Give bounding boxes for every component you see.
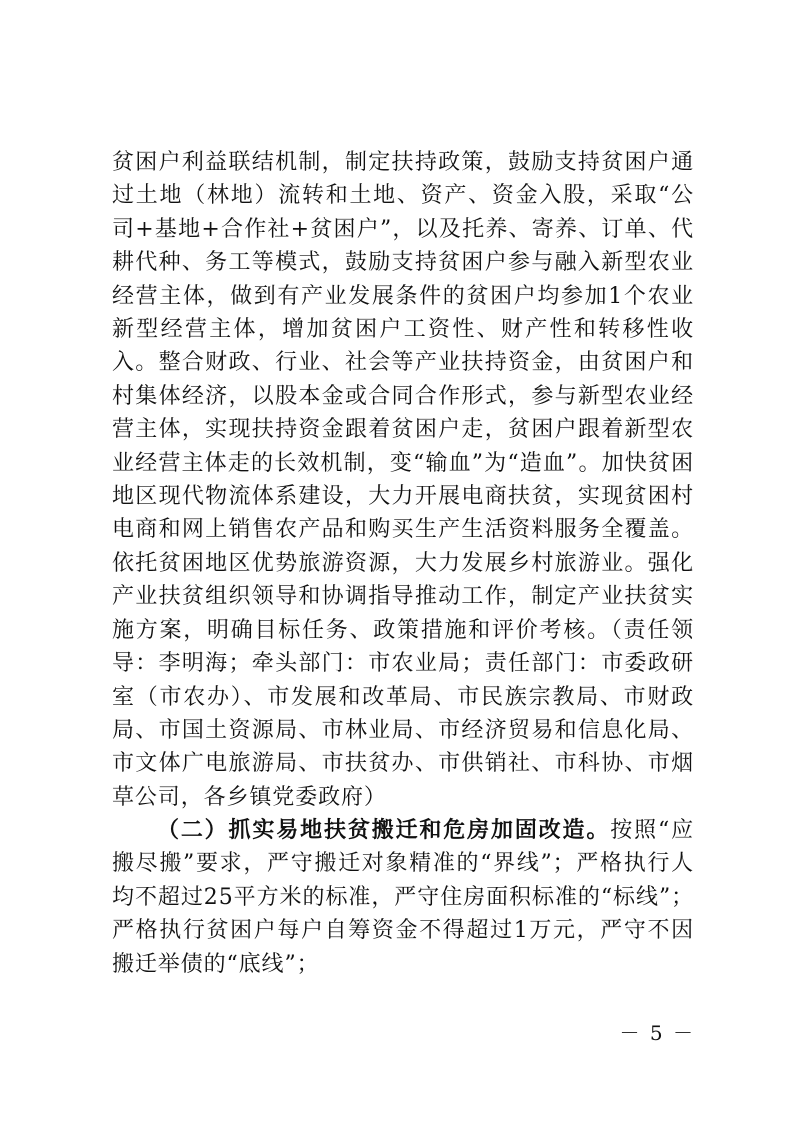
section-heading: （二）抓实易地扶贫搬迁和危房加固改造。	[156, 817, 611, 843]
section-paragraph	[112, 814, 694, 981]
page-number: － 5 －	[619, 1021, 695, 1045]
paragraph-text: 按照“应搬尽搬”要求，严守搬迁对象精准的“界线”；严格执行人均不超过25平方米的标准，严守住房面积标准的“标线”；严格执行贫困户每户自筹资金不得超过1万元，严守不因搬迁举债的“底线”；	[112, 818, 694, 977]
paragraph-text: 贫困户利益联结机制，制定扶持政策，鼓励支持贫困户通过土地（林地）流转和土地、资产、资金入股，采取“公司+基地+合作社+贫困户”，以及托养、寄养、订单、代耕代种、务工等模式，鼓励支持贫困户参与融入新型农业经营主体，做到有产业发展条件的贫困户均参加1个农业新型经营主体，增加贫困户工资性、财产性和转移性收入。整合财政、行业、社会等产业扶持资金，由贫困户和村集体经济，以股本金或合同合作形式，参与新型农业经营主体，实现扶持资金跟着贫困户走，贫困户跟着新型农业经营主体走的长效机制，变“输血”为“造血”。加快贫困地区现代物流体系建设，大力开展电商扶贫，实现贫困村电商和网上销售农产品和购买生产生活资料服务全覆盖。依托贫困地区优势旅游资源，大力发展乡村旅游业。强化产业扶贫组织领导和协调指导推动工作，制定产业扶贫实施方案，明确目标任务、政策措施和评价考核。（责任领导：李明海；牵头部门：市农业局；责任部门：市委政研室（市农办）、市发展和改革局、市民族宗教局、市财政局、市国土资源局、市林业局、市经济贸易和信息化局、市文体广电旅游局、市扶贫办、市供销社、市科协、市烟草公司，各乡镇党委政府）	[112, 150, 694, 810]
body-paragraph	[112, 146, 694, 814]
